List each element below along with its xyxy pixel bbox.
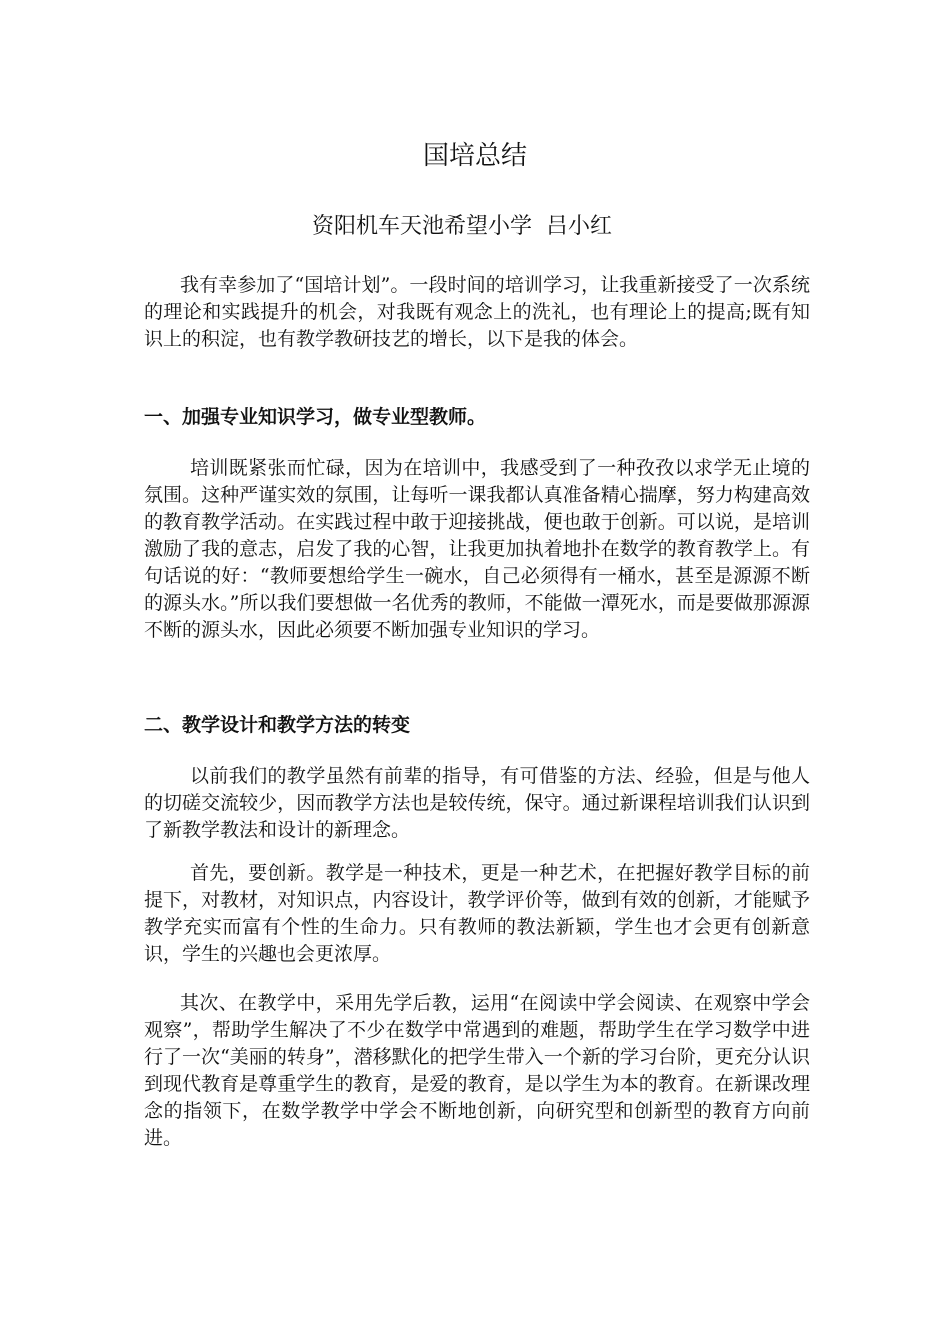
section-1-heading: 一、加强专业知识学习，做专业型教师。	[144, 406, 487, 428]
section-2-paragraph-2: 首先，要创新。教学是一种技术，更是一种艺术，在把握好教学目标的前提下，对教材，对知识点，内容设计，教学评价等，做到有效的创新，才能赋予教学充实而富有个性的生命力。只有教师的教法新颖，学生也才会更有创新意识，学生的兴趣也会更浓厚。	[144, 862, 810, 965]
section-2-heading: 二、教学设计和教学方法的转变	[144, 714, 411, 736]
document-title: 国培总结	[422, 141, 527, 171]
section-2-paragraph-3: 其次、在教学中，采用先学后教，运用“在阅读中学会阅读、在观察中学会观察”，帮助学生解决了不少在数学中常遇到的难题，帮助学生在学习数学中进行了一次“美丽的转身”，潜移默化的把学生带入一个新的学习台阶，更充分认识到现代教育是尊重学生的教育，是爱的教育，是以学生为本的教育。在新课改理念的指领下，在数学教学中学会不断地创新，向研究型和创新型的教育方向前进。	[144, 992, 810, 1149]
section-1-paragraph: 培训既紧张而忙碌，因为在培训中，我感受到了一种孜孜以求学无止境的氛围。这种严谨实效的氛围，让每听一课我都认真准备精心揣摩，努力构建高效的教育教学活动。在实践过程中敢于迎接挑战，便也敢于创新。可以说，是培训激励了我的意志，启发了我的心智，让我更加执着地扑在数学的教育教学上。有句话说的好：“教师要想给学生一碗水，自己必须得有一桶水，甚至是源源不断的源头水。”所以我们要想做一名优秀的教师，不能做一潭死水，而是要做那源源不断的源头水，因此必须要不断加强专业知识的学习。	[144, 457, 810, 641]
intro-paragraph: 我有幸参加了“国培计划”。一段时间的培训学习，让我重新接受了一次系统的理论和实践提升的机会，对我既有观念上的洗礼，也有理论上的提高;既有知识上的积淀，也有教学教研技艺的增长，以下是我的体会。	[144, 274, 810, 350]
section-2-paragraph-1: 以前我们的教学虽然有前辈的指导，有可借鉴的方法、经验，但是与他人的切磋交流较少，因而教学方法也是较传统，保守。通过新课程培训我们认识到了新教学教法和设计的新理念。	[144, 765, 810, 841]
author-line: 资阳机车天池希望小学 吕小红	[312, 214, 612, 239]
